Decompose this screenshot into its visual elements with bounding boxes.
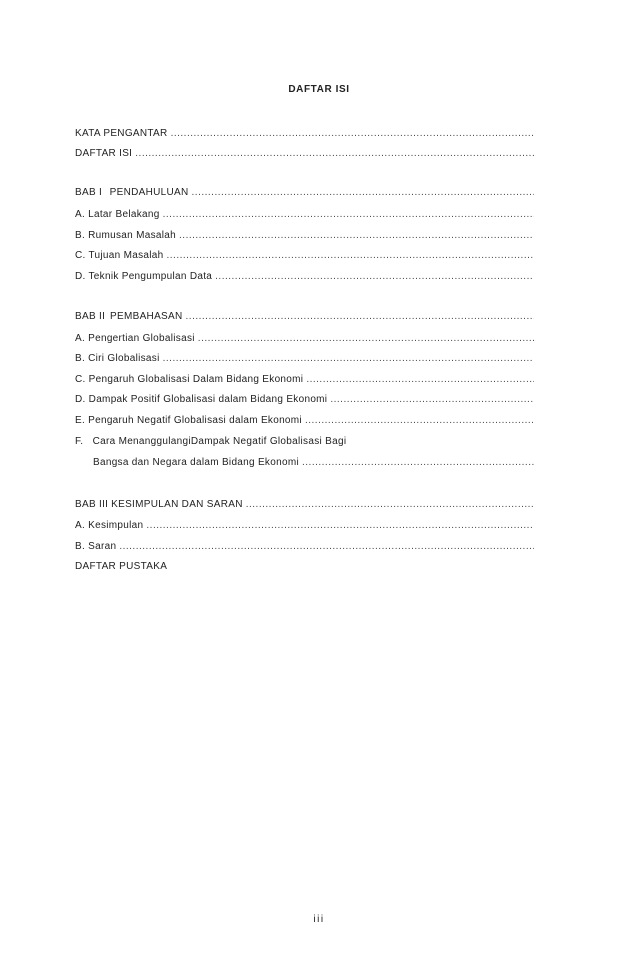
toc-chapter-title: PENDAHULUAN: [109, 187, 189, 198]
toc-chapter-number: BAB III: [75, 499, 109, 510]
toc-label: B. Saran: [75, 541, 117, 552]
toc-entry-teknik-pengumpulan-data[interactable]: [75, 270, 534, 284]
toc-label: E. Pengaruh Negatif Globalisasi dalam Ekonomi: [75, 415, 302, 426]
toc-leader-dots: [179, 229, 534, 243]
toc-leader-dots: [215, 270, 534, 284]
toc-label: C. Pengaruh Globalisasi Dalam Bidang Ekonomi: [75, 374, 304, 385]
toc-entry-bab-3[interactable]: [75, 498, 534, 512]
toc-label: A. Pengertian Globalisasi: [75, 333, 195, 344]
toc-leader-dots: [192, 186, 534, 200]
toc-leader-dots: [171, 127, 534, 141]
toc-entry-tujuan-masalah[interactable]: [75, 249, 534, 263]
toc-chapter-number: BAB I: [75, 187, 103, 198]
toc-label: C. Tujuan Masalah: [75, 250, 164, 261]
toc-entry-cara-menanggulangi-cont[interactable]: [93, 456, 534, 470]
toc-entry-bab-2[interactable]: [75, 310, 534, 324]
toc-leader-dots: [302, 456, 534, 470]
toc-label: DAFTAR ISI: [75, 148, 133, 159]
page-number: iii: [313, 914, 325, 925]
toc-leader-dots: [246, 498, 534, 512]
toc-leader-dots: [166, 249, 534, 263]
toc-leader-dots: [119, 540, 534, 554]
toc-label: KATA PENGANTAR: [75, 128, 168, 139]
toc-entry-daftar-pustaka[interactable]: [75, 560, 534, 574]
toc-entry-pengaruh-globalisasi[interactable]: [75, 373, 534, 387]
toc-entry-saran[interactable]: [75, 540, 534, 554]
toc-chapter-title: PEMBAHASAN: [110, 311, 183, 322]
toc-leader-dots: [135, 147, 534, 161]
toc-label: D. Dampak Positif Globalisasi dalam Bidang Ekonomi: [75, 394, 328, 405]
toc-label: A. Kesimpulan: [75, 520, 144, 531]
toc-entry-ciri-globalisasi[interactable]: [75, 352, 534, 366]
toc-label: A. Latar Belakang: [75, 209, 160, 220]
toc-label: B. Rumusan Masalah: [75, 230, 177, 241]
toc-entry-kesimpulan[interactable]: [75, 519, 534, 533]
toc-entry-dampak-positif[interactable]: [75, 393, 534, 407]
toc-label: Bangsa dan Negara dalam Bidang Ekonomi: [93, 457, 299, 468]
toc-leader-dots: [163, 352, 534, 366]
toc-leader-dots: [146, 519, 534, 533]
toc-leader-dots: [306, 373, 534, 387]
toc-entry-pengertian-globalisasi[interactable]: [75, 332, 534, 346]
toc-entry-rumusan-masalah[interactable]: [75, 229, 534, 243]
toc-entry-pengaruh-negatif[interactable]: [75, 414, 534, 428]
toc-label: D. Teknik Pengumpulan Data: [75, 271, 213, 282]
toc-label: B. Ciri Globalisasi: [75, 353, 160, 364]
toc-leader-dots: [186, 310, 534, 324]
toc-entry-daftar-isi[interactable]: [75, 147, 534, 161]
toc-entry-latar-belakang[interactable]: [75, 208, 534, 222]
toc-leader-dots: [330, 393, 534, 407]
toc-leader-dots: [305, 414, 534, 428]
toc-entry-kata-pengantar[interactable]: [75, 127, 534, 141]
toc-leader-dots: [198, 332, 534, 346]
toc-label: F. Cara MenanggulangiDampak Negatif Globalisasi Bagi: [75, 436, 347, 447]
toc-entry-bab-1[interactable]: [75, 186, 534, 200]
toc-chapter-number: BAB II: [75, 311, 106, 322]
page-title: DAFTAR ISI: [288, 84, 350, 95]
toc-entry-cara-menanggulangi[interactable]: [75, 435, 534, 449]
toc-chapter-title: KESIMPULAN DAN SARAN: [111, 499, 243, 510]
toc-leader-dots: [163, 208, 534, 222]
toc-label: DAFTAR PUSTAKA: [75, 561, 168, 572]
